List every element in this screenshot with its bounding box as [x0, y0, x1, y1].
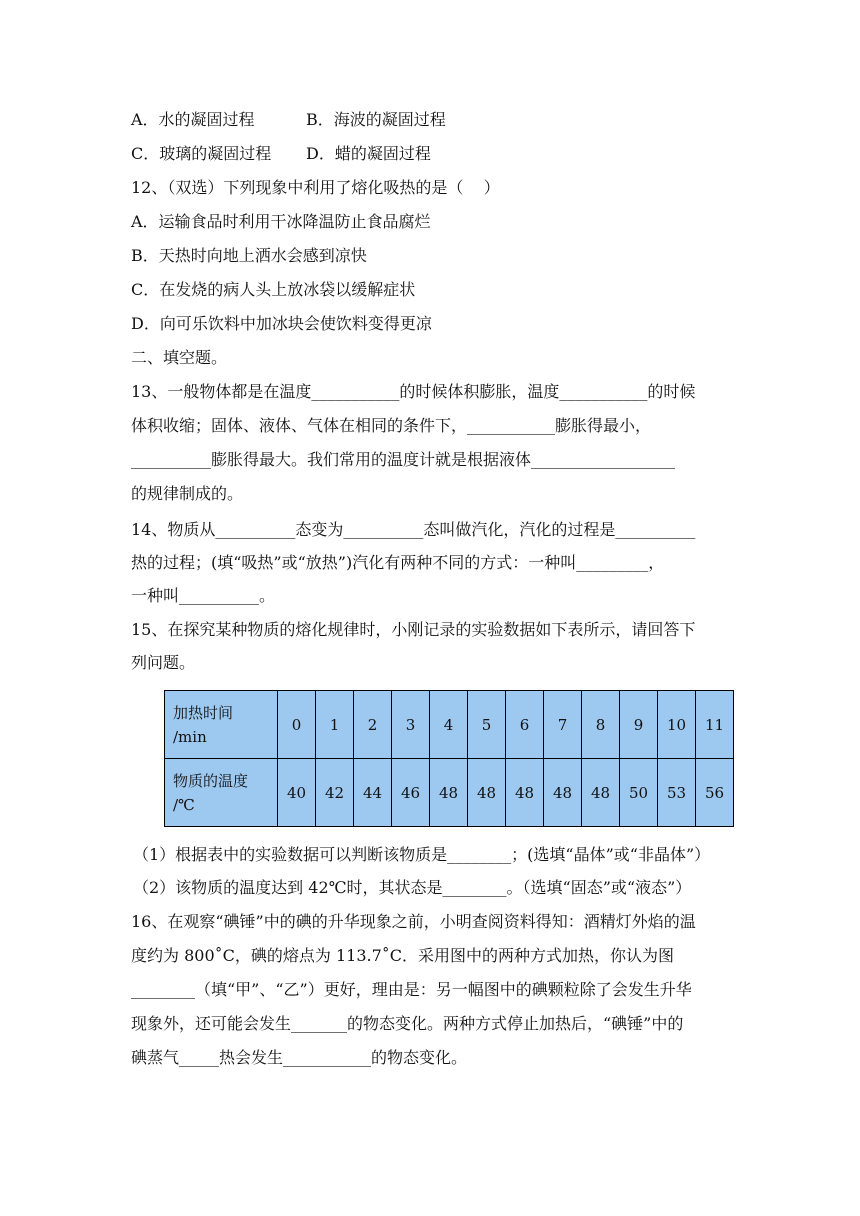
- table-cell: 5: [468, 691, 506, 759]
- q11-option-b: B．海波的凝固过程: [306, 110, 446, 129]
- table-cell: 44: [354, 759, 392, 827]
- table-cell: 48: [544, 759, 582, 827]
- q16-line-3: ________（填“甲”、“乙”）更好，理由是：另一幅图中的碘颗粒除了会发生升华: [131, 980, 692, 999]
- table-cell: 9: [620, 691, 658, 759]
- table-cell: 2: [354, 691, 392, 759]
- q11-option-c: C．玻璃的凝固过程: [131, 144, 272, 163]
- q15-line-1: 15、在探究某种物质的熔化规律时，小刚记录的实验数据如下表所示，请回答下: [131, 620, 696, 639]
- table-cell: 48: [468, 759, 506, 827]
- q12-option-d: D．向可乐饮料中加冰块会使饮料变得更凉: [131, 314, 432, 333]
- table-cell: 53: [658, 759, 696, 827]
- q11-option-a: A．水的凝固过程: [131, 110, 255, 129]
- q15-sub-question-1: （1）根据表中的实验数据可以判断该物质是________；(选填“晶体”或“非晶体”）: [133, 845, 711, 864]
- table-cell: 8: [582, 691, 620, 759]
- table-cell: 48: [506, 759, 544, 827]
- table-header-time-label: 加热时间: [173, 703, 234, 722]
- table-header-temperature-label: 物质的温度: [173, 771, 249, 790]
- table-row-temperature: [165, 759, 734, 827]
- table-cell: 10: [658, 691, 696, 759]
- q12-option-b: B．天热时向地上洒水会感到凉快: [131, 246, 367, 265]
- q13-line-2: 体积收缩；固体、液体、气体在相同的条件下，___________膨胀得最小，: [131, 416, 652, 435]
- table-cell: 7: [544, 691, 582, 759]
- table-cell: 6: [506, 691, 544, 759]
- table-cell: 40: [278, 759, 316, 827]
- table-header-temperature-unit: /℃: [173, 795, 195, 814]
- q12-stem: 12、（双选）下列现象中利用了熔化吸热的是（ ）: [131, 178, 500, 197]
- q12-option-a: A．运输食品时利用干冰降温防止食品腐烂: [131, 212, 431, 231]
- table-cell: 11: [696, 691, 734, 759]
- q16-line-4: 现象外，还可能会发生_______的物态变化。两种方式停止加热后，“碘锤”中的: [131, 1014, 684, 1033]
- table-cell: 56: [696, 759, 734, 827]
- table-cell: 4: [430, 691, 468, 759]
- q16-line-5: 碘蒸气_____热会发生___________的物态变化。: [131, 1048, 468, 1067]
- table-cell: 0: [278, 691, 316, 759]
- q16-line-1: 16、在观察“碘锤”中的碘的升华现象之前，小明查阅资料得知：酒精灯外焰的温: [131, 912, 696, 931]
- table-cell: 48: [430, 759, 468, 827]
- q15-sub-question-2: （2）该物质的温度达到 42℃时，其状态是________。（选填“固态”或“液态”）: [133, 878, 692, 897]
- table-header-time-unit: /min: [173, 727, 207, 746]
- q14-line-3: 一种叫__________。: [131, 586, 276, 605]
- q16-line-2: 度约为 800˚C，碘的熔点为 113.7˚C．采用图中的两种方式加热，你认为图: [131, 946, 675, 965]
- table-cell: 42: [316, 759, 354, 827]
- q14-line-1: 14、物质从__________态变为__________态叫做汽化，汽化的过程是__________: [131, 520, 696, 539]
- table-header-time: [165, 691, 278, 759]
- q15-line-2: 列问题。: [131, 653, 196, 672]
- table-cell: 50: [620, 759, 658, 827]
- table-row-time: [165, 691, 734, 759]
- q14-line-2: 热的过程；(填“吸热”或“放热”)汽化有两种不同的方式：一种叫_________，: [131, 553, 665, 572]
- table-header-temperature: [165, 759, 278, 827]
- q13-line-4: 的规律制成的。: [131, 484, 244, 503]
- table-cell: 46: [392, 759, 430, 827]
- section-title: 二、填空题。: [131, 348, 228, 367]
- q11-option-d: D．蜡的凝固过程: [306, 144, 431, 163]
- table-cell: 48: [582, 759, 620, 827]
- table-cell: 3: [392, 691, 430, 759]
- melting-data-table: [164, 690, 734, 827]
- q13-line-3: __________膨胀得最大。我们常用的温度计就是根据液体__________________: [131, 450, 676, 469]
- q13-line-1: 13、一般物体都是在温度___________的时候体积膨胀，温度___________的时候: [131, 382, 696, 401]
- q12-option-c: C．在发烧的病人头上放冰袋以缓解症状: [131, 280, 416, 299]
- table-cell: 1: [316, 691, 354, 759]
